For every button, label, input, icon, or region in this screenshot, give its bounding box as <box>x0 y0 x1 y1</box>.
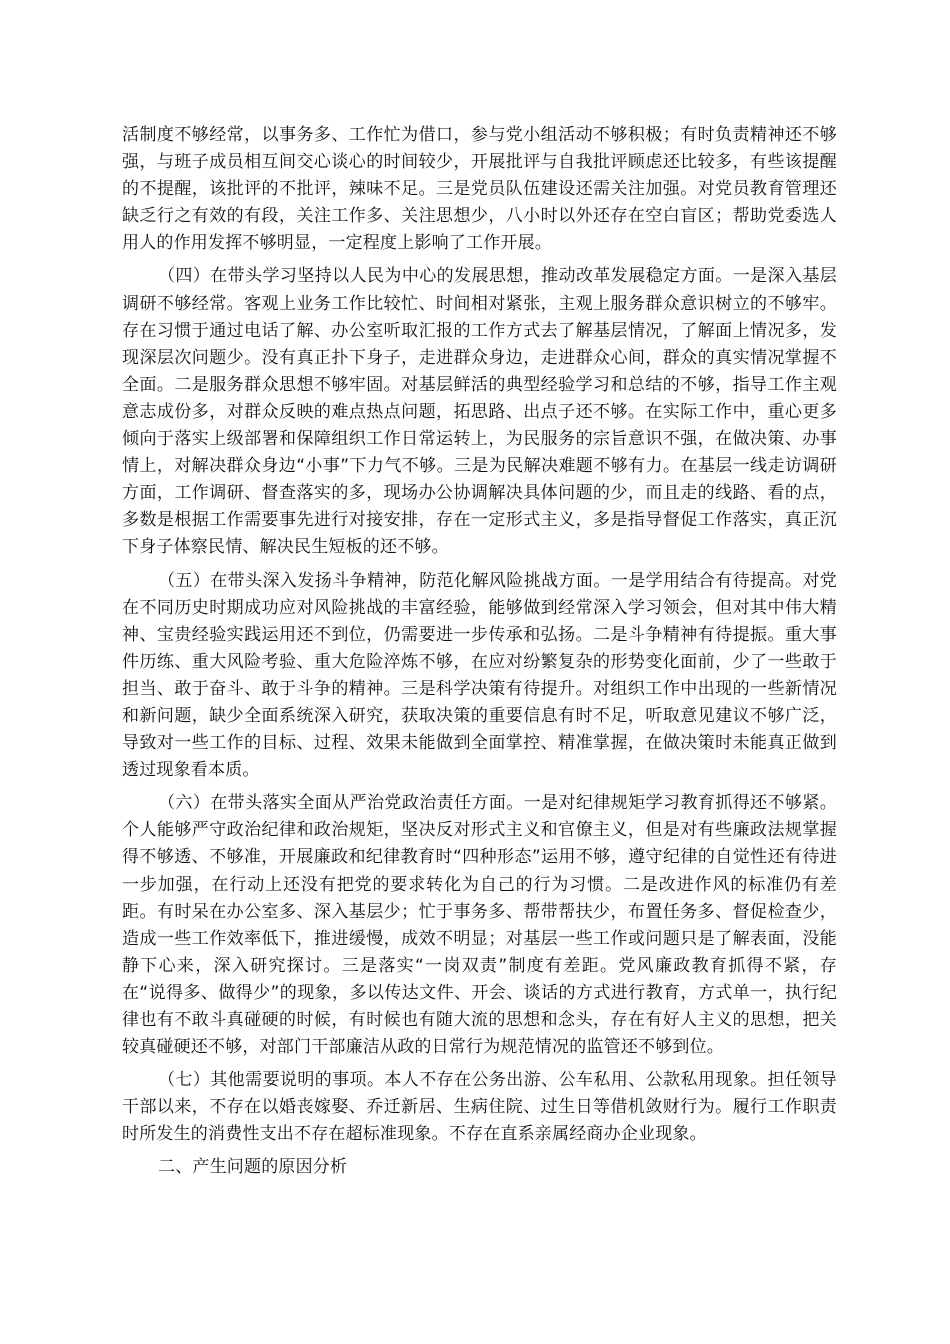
paragraph-section-5: （五）在带头深入发扬斗争精神，防范化解风险挑战方面。一是学用结合有待提高。对党在不同历史时期成功应对风险挑战的丰富经验，能够做到经常深入学习领会，但对其中伟大精神、宝贵经验实践运用还不到位，仍需要进一步传承和弘扬。二是斗争精神有待提振。重大事件历练、重大风险考验、重大危险淬炼不够，在应对纷繁复杂的形势变化面前，少了一些敢于担当、敢于奋斗、敢于斗争的精神。三是科学决策有待提升。对组织工作中出现的一些新情况和新问题，缺少全面系统深入研究，获取决策的重要信息有时不足，听取意见建议不够广泛，导致对一些工作的目标、过程、效果未能做到全面掌控、精准掌握，在做决策时未能真正做到透过现象看本质。 <box>122 570 837 781</box>
document-body <box>122 122 837 1181</box>
paragraph-section-6: （六）在带头落实全面从严治党政治责任方面。一是对纪律规矩学习教育抓得还不够紧。个人能够严守政治纪律和政治规矩，坚决反对形式主义和官僚主义，但是对有些廉政法规掌握得不够透、不够准，开展廉政和纪律教育时“四种形态”运用不够，遵守纪律的自觉性还有待进一步加强，在行动上还没有把党的要求转化为自己的行为习惯。二是改进作风的标准仍有差距。有时呆在办公室多、深入基层少；忙于事务多、帮带帮扶少，布置任务多、督促检查少，造成一些工作效率低下，推进缓慢，成效不明显；对基层一些工作或问题只是了解表面，没能静下心来，深入研究探讨。三是落实“一岗双责”制度有差距。党风廉政教育抓得不紧，存在“说得多、做得少”的现象，多以传达文件、开会、谈话的方式进行教育，方式单一，执行纪律也有不敢斗真碰硬的时候，有时候也有随大流的思想和念头，存在有好人主义的思想，把关较真碰硬还不够，对部门干部廉洁从政的日常行为规范情况的监管还不够到位。 <box>122 793 837 1058</box>
section-heading: 二、产生问题的原因分析 <box>158 1157 348 1178</box>
paragraph-section-7: （七）其他需要说明的事项。本人不存在公务出游、公车私用、公款私用现象。担任领导干部以来，不存在以婚丧嫁娶、乔迁新居、生病住院、过生日等借机敛财行为。履行工作职责时所发生的消费性支出不存在超标准现象。不存在直系亲属经商办企业现象。 <box>122 1070 837 1145</box>
paragraph-section-4: （四）在带头学习坚持以人民为中心的发展思想，推动改革发展稳定方面。一是深入基层调研不够经常。客观上业务工作比较忙、时间相对紧张，主观上服务群众意识树立的不够牢。存在习惯于通过电话了解、办公室听取汇报的工作方式去了解基层情况，了解面上情况多，发现深层次问题少。没有真正扑下身子，走进群众身边，走进群众心间，群众的真实情况掌握不全面。二是服务群众思想不够牢固。对基层鲜活的典型经验学习和总结的不够，指导工作主观意志成份多，对群众反映的难点热点问题，拓思路、出点子还不够。在实际工作中，重心更多倾向于落实上级部署和保障组织工作日常运转上，为民服务的宗旨意识不强，在做决策、办事情上，对解决群众身边“小事”下力气不够。三是为民解决难题不够有力。在基层一线走访调研方面，工作调研、督查落实的多，现场办公协调解决具体问题的少，而且走的线路、看的点，多数是根据工作需要事先进行对接安排，存在一定形式主义，多是指导督促工作落实，真正沉下身子体察民情、解决民生短板的还不够。 <box>122 266 837 558</box>
paragraph-continuation: 活制度不够经常，以事务多、工作忙为借口，参与党小组活动不够积极；有时负责精神还不够强，与班子成员相互间交心谈心的时间较少，开展批评与自我批评顾虑还比较多，有些该提醒的不提醒，该批评的不批评，辣味不足。三是党员队伍建设还需关注加强。对党员教育管理还缺乏行之有效的有段，关注工作多、关注思想少，八小时以外还存在空白盲区；帮助党委选人用人的作用发挥不够明显，一定程度上影响了工作开展。 <box>122 125 837 254</box>
